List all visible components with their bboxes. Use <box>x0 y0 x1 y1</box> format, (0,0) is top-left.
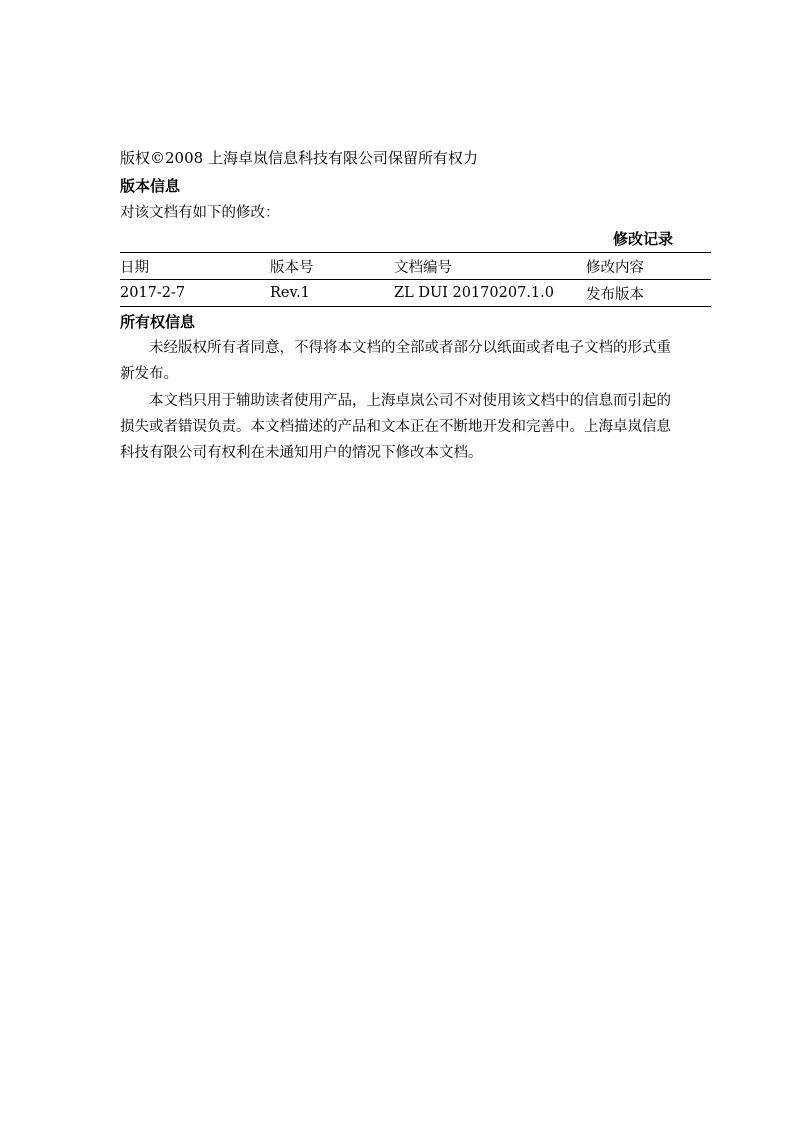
ownership-info-heading: 所有权信息 <box>120 313 196 331</box>
column-header-date: 日期 <box>120 259 149 276</box>
ownership-paragraph-2: 本文档只用于辅助读者使用产品，上海卓岚公司不对使用该文档中的信息而引起的损失或者错误负责。本文档描述的产品和文本正在不断地开发和完善中。上海卓岚信息科技有限公司有权利在未通知用户的情况下修改本文档。 <box>120 393 671 461</box>
revision-table-header-row <box>120 253 711 280</box>
revision-table <box>120 252 711 307</box>
column-header-version: 版本号 <box>270 259 314 276</box>
cell-changes: 发布版本 <box>586 286 644 303</box>
revision-table-caption: 修改记录 <box>612 230 673 248</box>
column-header-changes: 修改内容 <box>586 259 644 276</box>
copyright-line: 版权©2008 上海卓岚信息科技有限公司保留所有权力 <box>120 149 478 167</box>
ownership-paragraph-1: 未经版权所有者同意，不得将本文档的全部或者部分以纸面或者电子文档的形式重新发布。 <box>120 340 671 382</box>
cell-doc-number: ZL DUI 20170207.1.0 <box>394 285 554 301</box>
cell-version: Rev.1 <box>270 285 310 301</box>
table-row <box>120 280 711 307</box>
version-intro-text: 对该文档有如下的修改： <box>120 205 280 221</box>
cell-date: 2017-2-7 <box>120 285 186 301</box>
version-info-heading: 版本信息 <box>120 177 181 195</box>
column-header-doc-number: 文档编号 <box>394 259 452 276</box>
